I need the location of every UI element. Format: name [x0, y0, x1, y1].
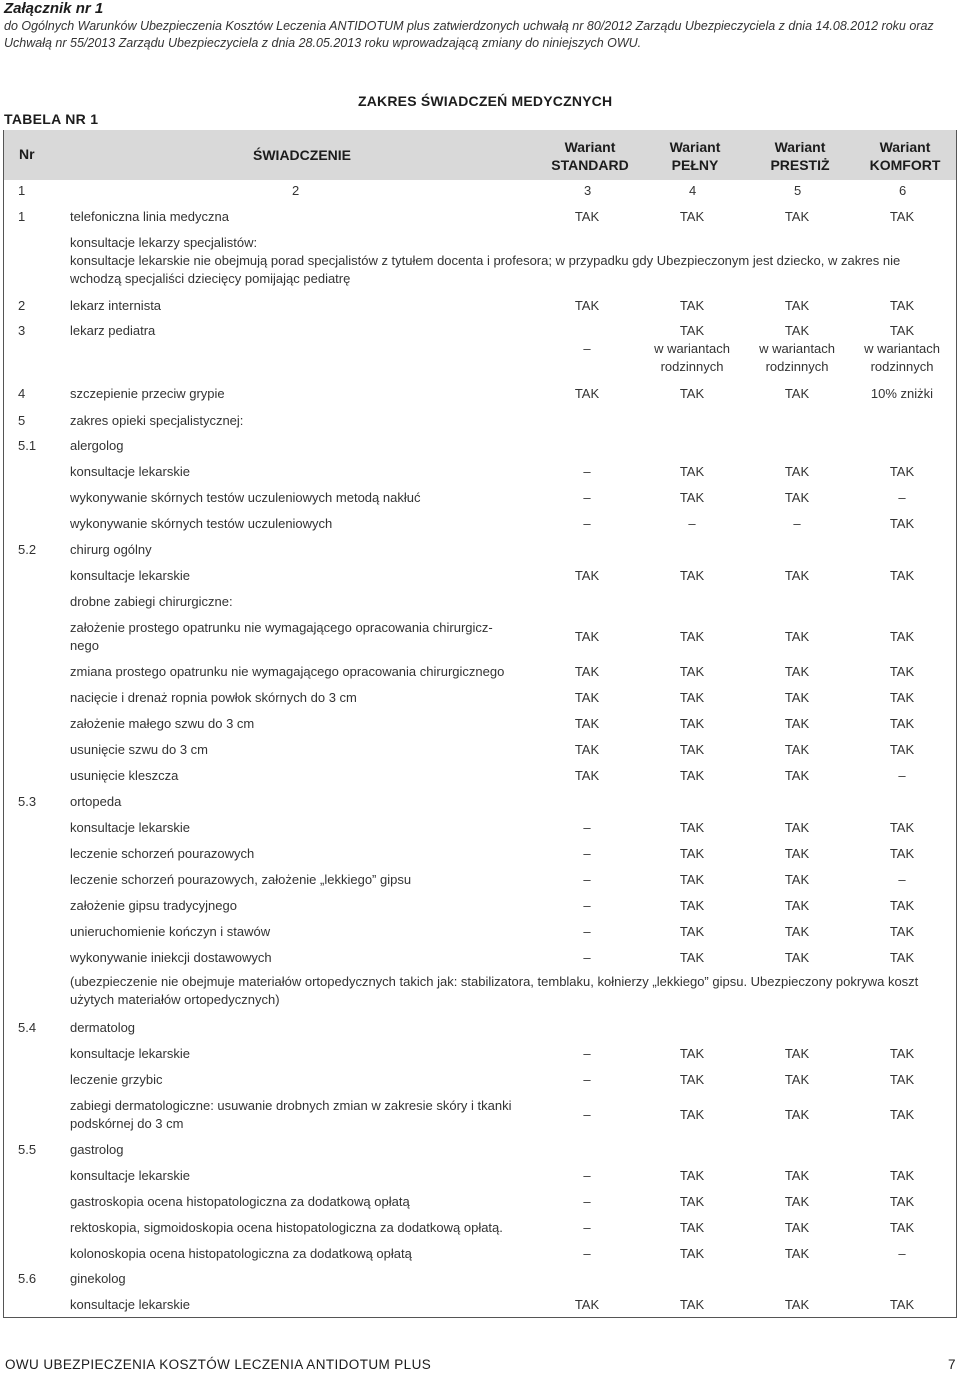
variant-value: TAK [679, 768, 705, 783]
variant-value: TAK [679, 1297, 705, 1312]
variant-value: TAK [889, 464, 915, 479]
row-number: 4 [18, 386, 26, 401]
variant-value: TAK [679, 690, 705, 705]
variant-value: TAK [784, 664, 810, 679]
header-nr: Nr [19, 146, 35, 162]
column-number: 1 [18, 183, 26, 198]
variant-value: TAK [679, 298, 705, 313]
footer-text: OWU UBEZPIECZENIA KOSZTÓW LECZENIA ANTIDOTUM PLUS [5, 1357, 432, 1372]
annex-subtitle-line-2: Uchwałą nr 55/2013 Zarządu Ubezpieczyciela z dnia 28.05.2013 roku wprowadzającą zmiany do niniejszych OWU. [4, 36, 642, 50]
variant-value: – [898, 490, 906, 505]
row-label: rektoskopia, sigmoidoskopia ocena histopatologiczna za dodatkową opłatą. [70, 1220, 503, 1235]
variant-value: TAK [784, 568, 810, 583]
variant-value: TAK [679, 898, 705, 913]
variant-value: TAK [889, 742, 915, 757]
row-label: zakres opieki specjalistycznej: [70, 413, 244, 428]
row-label: ginekolog [70, 1271, 126, 1286]
row-label: konsultacje lekarzy specjalistów: [70, 235, 258, 250]
variant-value: TAK [784, 629, 810, 644]
row-number: 5.2 [18, 542, 37, 557]
variant-value: TAK [574, 716, 600, 731]
variant-value: – [583, 846, 591, 861]
row-label: wykonywanie iniekcji dostawowych [70, 950, 272, 965]
row-label: wykonywanie skórnych testów uczuleniowych metodą nakłuć [70, 490, 421, 505]
row-label: leczenie grzybic [70, 1072, 163, 1087]
table-title: ZAKRES ŚWIADCZEŃ MEDYCZNYCH [358, 93, 613, 109]
variant-value: TAK [784, 820, 810, 835]
variant-value: TAK [784, 1168, 810, 1183]
variant-value: TAK [679, 386, 705, 401]
variant-value: – [793, 516, 801, 531]
table-left-border [3, 130, 4, 1318]
variant-word: Wariant [669, 139, 721, 155]
variant-value: TAK [889, 568, 915, 583]
row-label-continued: użytych materiałów ortopedycznych) [70, 992, 280, 1007]
variant-note: w wariantach [759, 341, 835, 356]
variant-value: TAK [679, 846, 705, 861]
variant-value: – [898, 768, 906, 783]
row-label: założenie małego szwu do 3 cm [70, 716, 255, 731]
variant-value: TAK [679, 568, 705, 583]
row-number: 5 [18, 413, 26, 428]
annex-title: Załącznik nr 1 [4, 0, 104, 17]
variant-note: rodzinnych [870, 359, 934, 374]
variant-value: TAK [784, 298, 810, 313]
variant-value: TAK [784, 323, 810, 338]
variant-value: TAK [679, 742, 705, 757]
variant-value: TAK [679, 629, 705, 644]
row-label: nacięcie i drenaż ropnia powłok skórnych do 3 cm [70, 690, 357, 705]
variant-value: TAK [679, 950, 705, 965]
row-label: kolonoskopia ocena histopatologiczna za dodatkową opłatą [70, 1246, 412, 1261]
row-label-continued: podskórnej do 3 cm [70, 1116, 184, 1131]
variant-value: TAK [784, 1246, 810, 1261]
variant-value: TAK [889, 820, 915, 835]
variant-value: TAK [784, 464, 810, 479]
variant-value: TAK [889, 1046, 915, 1061]
row-label: usunięcie szwu do 3 cm [70, 742, 209, 757]
variant-value: TAK [679, 323, 705, 338]
variant-value: TAK [889, 1072, 915, 1087]
variant-value: TAK [679, 209, 705, 224]
variant-value: – [898, 1246, 906, 1261]
variant-name: KOMFORT [869, 157, 941, 173]
row-label: ortopeda [70, 794, 122, 809]
variant-value: TAK [784, 716, 810, 731]
variant-value: TAK [784, 1072, 810, 1087]
variant-value: TAK [574, 209, 600, 224]
variant-value: 10% zniżki [870, 386, 934, 401]
header-variant-komfort [855, 138, 955, 174]
row-label: leczenie schorzeń pourazowych, założenie „lekkiego” gipsu [70, 872, 412, 887]
column-number: 5 [794, 183, 802, 198]
variant-value: – [583, 1220, 591, 1235]
row-label: konsultacje lekarskie [70, 1297, 190, 1312]
column-number: 3 [584, 183, 592, 198]
variant-value: TAK [574, 568, 600, 583]
variant-value: TAK [784, 872, 810, 887]
row-label: konsultacje lekarskie [70, 464, 190, 479]
variant-value: – [583, 1072, 591, 1087]
variant-value: TAK [574, 768, 600, 783]
variant-value: TAK [889, 516, 915, 531]
variant-value: TAK [784, 768, 810, 783]
variant-value: TAK [889, 629, 915, 644]
variant-value: TAK [889, 1168, 915, 1183]
variant-value: – [583, 1046, 591, 1061]
variant-note: rodzinnych [765, 359, 829, 374]
variant-value: – [583, 924, 591, 939]
document-intro [4, 0, 954, 52]
table-right-border [956, 130, 957, 1318]
row-label: unieruchomienie kończyn i stawów [70, 924, 271, 939]
variant-value: TAK [784, 742, 810, 757]
row-number: 5.1 [18, 438, 37, 453]
table-label: TABELA NR 1 [4, 111, 99, 127]
variant-value: TAK [784, 690, 810, 705]
variant-value: TAK [784, 386, 810, 401]
variant-value: TAK [784, 1194, 810, 1209]
variant-value: TAK [784, 1107, 810, 1122]
row-label: usunięcie kleszcza [70, 768, 179, 783]
variant-value: TAK [679, 1194, 705, 1209]
variant-value: TAK [679, 1046, 705, 1061]
variant-value: TAK [679, 820, 705, 835]
header-swiadczenie: ŚWIADCZENIE [253, 147, 351, 163]
variant-value: TAK [574, 664, 600, 679]
variant-value: TAK [889, 924, 915, 939]
row-label-continued: nego [70, 638, 99, 653]
variant-value: TAK [889, 716, 915, 731]
variant-value: – [898, 872, 906, 887]
variant-value: TAK [679, 464, 705, 479]
variant-value: TAK [679, 1072, 705, 1087]
variant-value: – [583, 1107, 591, 1122]
variant-value: TAK [889, 898, 915, 913]
variant-value: TAK [574, 386, 600, 401]
row-label: lekarz pediatra [70, 323, 156, 338]
variant-word: Wariant [879, 139, 931, 155]
row-label: telefoniczna linia medyczna [70, 209, 229, 224]
variant-value: – [583, 1194, 591, 1209]
row-label: założenie prostego opatrunku nie wymagającego opracowania chirurgicz- [70, 620, 493, 635]
row-label: konsultacje lekarskie nie obejmują porad specjalistów z tytułem docenta i profesora; w przypadku gdy Ubezpieczonym jest dziecko, w zakres nie [70, 253, 901, 268]
table-header [3, 130, 957, 180]
row-number: 1 [18, 209, 26, 224]
row-number: 5.5 [18, 1142, 37, 1157]
variant-value: – [583, 464, 591, 479]
row-number: 5.6 [18, 1271, 37, 1286]
variant-value: TAK [679, 924, 705, 939]
variant-value: TAK [784, 950, 810, 965]
variant-value: TAK [784, 898, 810, 913]
variant-value: TAK [574, 742, 600, 757]
row-label: gastrolog [70, 1142, 124, 1157]
row-label: chirurg ogólny [70, 542, 152, 557]
variant-name: PEŁNY [671, 157, 719, 173]
row-label: alergolog [70, 438, 124, 453]
variant-value: TAK [574, 629, 600, 644]
row-number: 2 [18, 298, 26, 313]
variant-value: TAK [784, 846, 810, 861]
variant-value: – [583, 872, 591, 887]
row-label: konsultacje lekarskie [70, 820, 190, 835]
row-label: drobne zabiegi chirurgiczne: [70, 594, 233, 609]
variant-value: TAK [679, 490, 705, 505]
variant-value: – [583, 341, 591, 356]
variant-value: TAK [889, 1194, 915, 1209]
header-variant-standard [540, 138, 640, 174]
header-variant-pelny [645, 138, 745, 174]
variant-value: TAK [889, 664, 915, 679]
variant-value: – [583, 820, 591, 835]
variant-value: TAK [889, 950, 915, 965]
variant-value: TAK [889, 1220, 915, 1235]
annex-subtitle-line-1: do Ogólnych Warunków Ubezpieczenia Kosztów Leczenia ANTIDOTUM plus zatwierdzonych uchwałą nr 80/2012 Zarządu Ubezpieczyciela z dnia 14.08.2012 roku oraz [4, 19, 934, 33]
row-label: wykonywanie skórnych testów uczuleniowych [70, 516, 333, 531]
variant-note: rodzinnych [660, 359, 724, 374]
variant-value: TAK [679, 716, 705, 731]
variant-value: TAK [679, 1107, 705, 1122]
variant-note: w wariantach [864, 341, 940, 356]
variant-value: TAK [679, 872, 705, 887]
variant-value: – [583, 1246, 591, 1261]
row-label: konsultacje lekarskie [70, 1168, 190, 1183]
variant-value: TAK [574, 298, 600, 313]
column-number: 6 [899, 183, 907, 198]
row-number: 5.4 [18, 1020, 37, 1035]
row-label: zmiana prostego opatrunku nie wymagającego opracowania chirurgicznego [70, 664, 505, 679]
variant-value: – [583, 516, 591, 531]
variant-value: TAK [889, 1107, 915, 1122]
variant-value: – [688, 516, 696, 531]
variant-value: TAK [679, 1220, 705, 1235]
variant-value: TAK [784, 924, 810, 939]
variant-value: TAK [784, 1220, 810, 1235]
row-label: (ubezpieczenie nie obejmuje materiałów ortopedycznych takich jak: stabilizatora, temblaku, kołnierzy „lekkiego” gipsu. Ubezpieczony pokrywa koszt [70, 974, 919, 989]
variant-value: TAK [889, 323, 915, 338]
variant-value: TAK [889, 209, 915, 224]
row-label: leczenie schorzeń pourazowych [70, 846, 255, 861]
variant-name: PRESTIŻ [770, 157, 830, 173]
variant-value: TAK [679, 664, 705, 679]
variant-value: TAK [679, 1246, 705, 1261]
row-label: konsultacje lekarskie [70, 1046, 190, 1061]
variant-value: – [583, 950, 591, 965]
variant-value: TAK [574, 690, 600, 705]
variant-word: Wariant [774, 139, 826, 155]
table-bottom-border [3, 1317, 957, 1318]
column-number: 2 [292, 183, 300, 198]
variant-value: TAK [784, 1046, 810, 1061]
variant-value: – [583, 898, 591, 913]
variant-value: TAK [889, 690, 915, 705]
page-number: 7 [948, 1357, 956, 1372]
variant-value: TAK [784, 1297, 810, 1312]
variant-note: w wariantach [654, 341, 730, 356]
variant-value: TAK [889, 1297, 915, 1312]
header-variant-prestiz [750, 138, 850, 174]
row-number: 3 [18, 323, 26, 338]
row-label: dermatolog [70, 1020, 136, 1035]
column-number: 4 [689, 183, 697, 198]
variant-word: Wariant [564, 139, 616, 155]
variant-value: TAK [574, 1297, 600, 1312]
variant-value: TAK [784, 209, 810, 224]
row-label: lekarz internista [70, 298, 162, 313]
variant-value: – [583, 1168, 591, 1183]
variant-value: TAK [889, 298, 915, 313]
variant-value: TAK [889, 846, 915, 861]
row-label: wchodzą specjaliści dziecięcy pomijając pediatrę [70, 271, 351, 286]
variant-value: – [583, 490, 591, 505]
row-label: konsultacje lekarskie [70, 568, 190, 583]
row-label: zabiegi dermatologiczne: usuwanie drobnych zmian w zakresie skóry i tkanki [70, 1098, 512, 1113]
row-number: 5.3 [18, 794, 37, 809]
row-label: szczepienie przeciw grypie [70, 386, 225, 401]
row-label: gastroskopia ocena histopatologiczna za dodatkową opłatą [70, 1194, 410, 1209]
row-label: założenie gipsu tradycyjnego [70, 898, 237, 913]
variant-value: TAK [679, 1168, 705, 1183]
variant-name: STANDARD [551, 157, 629, 173]
variant-value: TAK [784, 490, 810, 505]
